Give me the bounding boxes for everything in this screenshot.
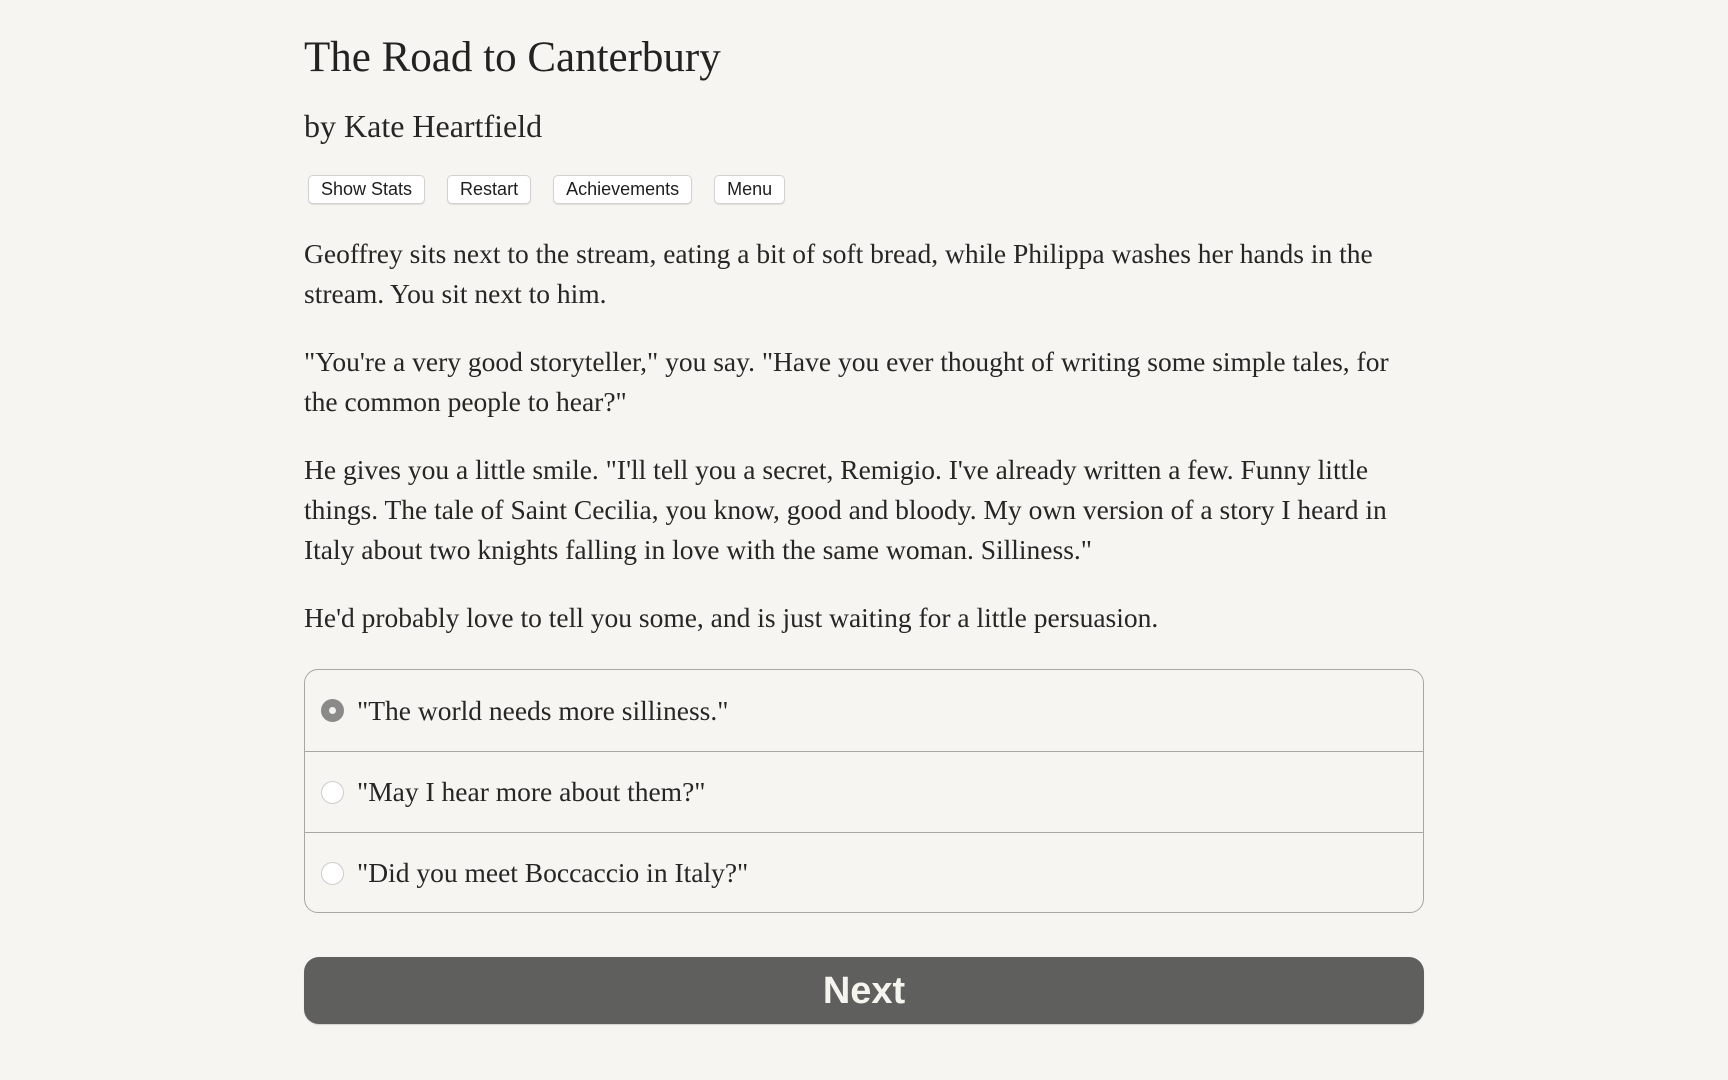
- choice-option-silliness[interactable]: [305, 670, 1423, 751]
- story-text: [304, 234, 1424, 666]
- story-paragraph: "You're a very good storyteller," you say. "Have you ever thought of writing some simple tales, for the common people to hear?": [304, 346, 1389, 417]
- radio-selected-icon[interactable]: [321, 699, 344, 722]
- achievements-button[interactable]: Achievements: [553, 175, 692, 204]
- radio-unselected-icon[interactable]: [321, 862, 344, 885]
- choice-option-hear-more[interactable]: [305, 751, 1423, 832]
- story-paragraph: He'd probably love to tell you some, and is just waiting for a little persuasion.: [304, 602, 1159, 633]
- choice-list: [304, 669, 1424, 913]
- game-title: The Road to Canterbury: [304, 34, 721, 81]
- choice-option-boccaccio[interactable]: [305, 832, 1423, 913]
- restart-button[interactable]: Restart: [447, 175, 531, 204]
- story-paragraph: He gives you a little smile. "I'll tell you a secret, Remigio. I've already written a few. Funny little things. The tale of Saint Cecilia, you know, good and bloody. My own version of a story I heard in Italy about two knights falling in love with the same woman. Silliness.": [304, 454, 1387, 565]
- story-paragraph: Geoffrey sits next to the stream, eating a bit of soft bread, while Philippa washes her hands in the stream. You sit next to him.: [304, 238, 1373, 309]
- toolbar: [308, 175, 785, 204]
- game-author: by Kate Heartfield: [304, 108, 543, 144]
- choice-label: "May I hear more about them?": [357, 776, 706, 807]
- show-stats-button[interactable]: Show Stats: [308, 175, 425, 204]
- radio-unselected-icon[interactable]: [321, 781, 344, 804]
- choice-label: "The world needs more silliness.": [357, 694, 729, 726]
- next-button[interactable]: Next: [304, 957, 1424, 1024]
- choice-label: "Did you meet Boccaccio in Italy?": [357, 857, 749, 888]
- menu-button[interactable]: Menu: [714, 175, 785, 204]
